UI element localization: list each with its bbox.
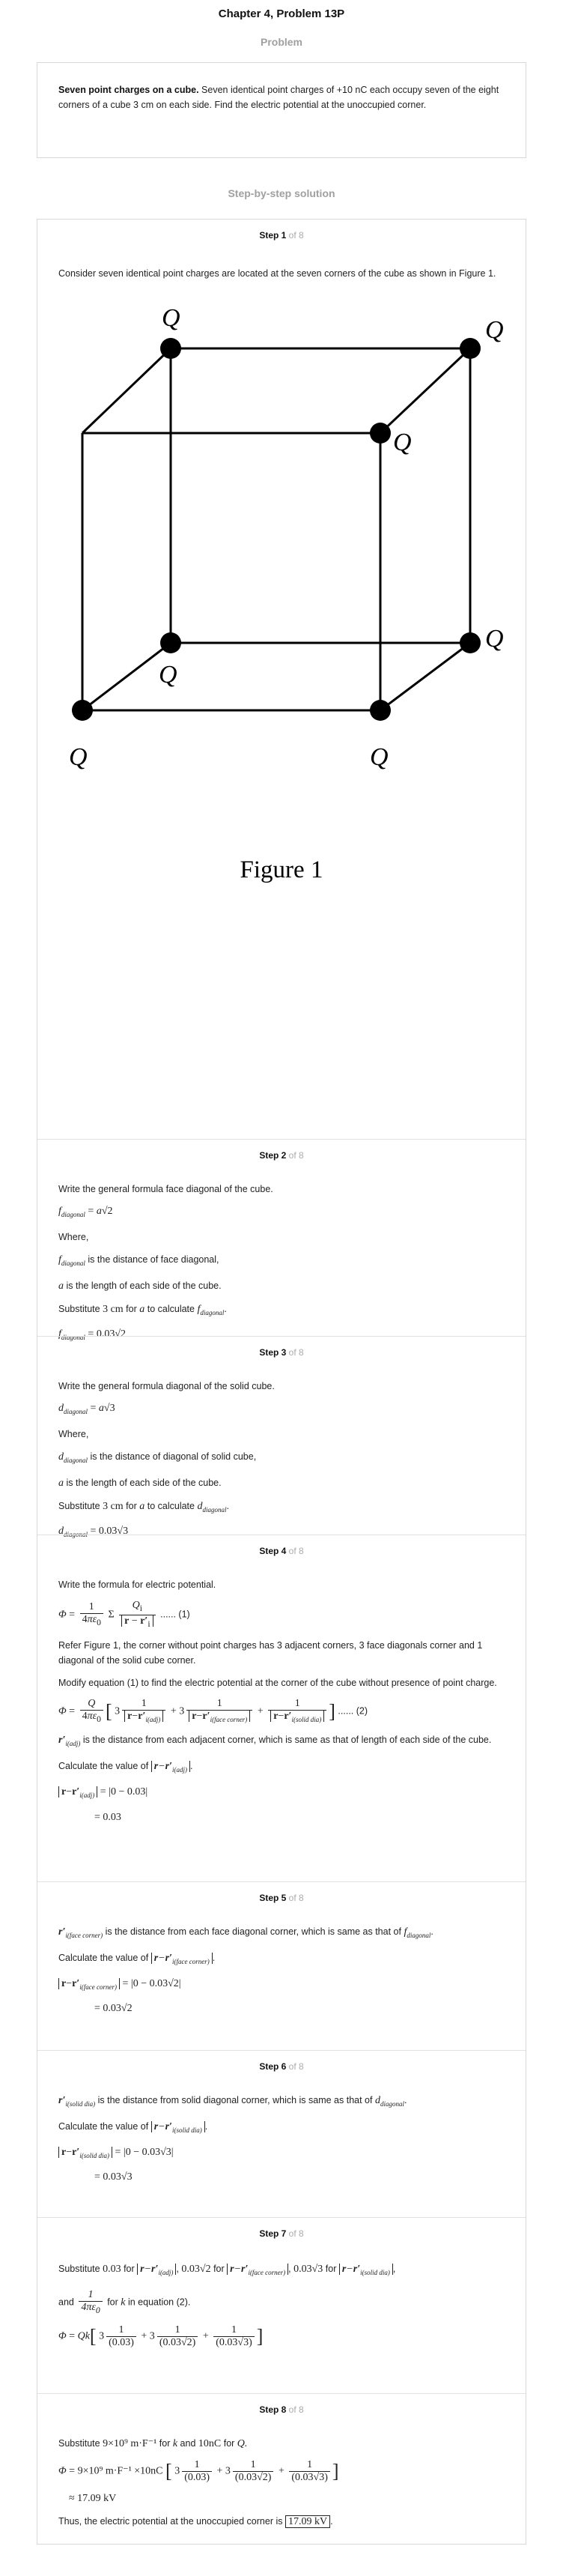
charge-label: Q bbox=[162, 304, 180, 332]
step-header: Step 4 of 8 bbox=[259, 1546, 304, 1556]
formula: $f_{diagonal} = a√2$ bbox=[58, 1206, 113, 1218]
charge-point bbox=[160, 632, 181, 653]
charge-point bbox=[460, 632, 481, 653]
step-header: Step 5 of 8 bbox=[259, 1893, 304, 1903]
step-header: Step 8 of 8 bbox=[259, 2404, 304, 2415]
page-title: Chapter 4, Problem 13P bbox=[218, 7, 345, 20]
charge-point bbox=[370, 423, 391, 444]
step-header: Step 6 of 8 bbox=[259, 2061, 304, 2072]
modified-formula: Φ = $\frac{Q}{4\pi\varepsilon_0}$ [ 3 $\frac{1}{r-r'_{i(adj)}}$ + 3 $\frac{1}{r-r'_{i(face corner)}}$ + $\frac{1}{r-r'_{i(solid dia)}}$ ] ...... (2) bbox=[58, 1697, 368, 1724]
step-header: Step 1 of 8 bbox=[259, 230, 304, 241]
charge-point bbox=[160, 338, 181, 359]
charge-label: Q bbox=[485, 625, 504, 653]
problem-card bbox=[37, 62, 526, 158]
charge-label: Q bbox=[393, 429, 412, 456]
final-answer: 17.09 kV bbox=[285, 2515, 330, 2528]
step-4: Step 4 of 8 Write the formula for electric potential. Φ = $\frac{1}{4\pi\varepsilon_0}$ Σ $\frac{Q_i}{r - r'_i}$ ...... (1) Refer Figure 1, the corner without point charges has 3 adjacent corners, 3 face diagonals corner and 1 diagonal of the solid cube corner. Modify equation (1) to find the electric potential at the corner of the cube without presence of point charge. Φ = $\frac{Q}{4\pi\varepsilon_0}$ [ 3 $\frac{1}{r-r'_{i(adj)}}$ + 3 $\frac{1}{r-r'_{i(face corner)}}$ + $\frac{1}{r-r'_{i(solid dia)}}$ ] ...... (2) $r'_{i(adj)}$ is the distance from each adjacent corner, which is same as that of length of each side of the cube. Calculate the value of $r-r'_{i(adj)}$ . $r-r'_{i(adj)} = |0 - 0.03|$ = 0.03 bbox=[37, 1535, 526, 1882]
charge-point bbox=[460, 338, 481, 359]
cube-figure bbox=[37, 294, 526, 909]
charge-label: Q bbox=[69, 743, 88, 771]
step-3: Step 3 of 8 Write the general formula diagonal of the solid cube. $d_{diagonal} = a√3$ Where, $d_{diagonal}$ is the distance of diagonal of solid cube, a is the length of each side of the cube. Substitute 3 cm for a to calculate $d_{diagonal}$. $d_{diagonal} = 0.03√3$ bbox=[37, 1336, 526, 1535]
charge-point bbox=[72, 700, 93, 721]
charge-label: Q bbox=[159, 661, 177, 689]
problem-lead: Seven point charges on a cube. bbox=[58, 85, 199, 95]
step-6: Step 6 of 8 $r'_{i(solid dia)}$ is the distance from solid diagonal corner, which is same as that of $d_{diagonal}$. Calculate the value of $r-r'_{i(solid dia)}$ . $r-r'_{i(solid dia)} = |0 - 0.03√3|$ = 0.03√3 bbox=[37, 2050, 526, 2218]
figure-caption: Figure 1 bbox=[240, 856, 323, 883]
step-1 bbox=[37, 220, 526, 1139]
cube-edges bbox=[82, 348, 470, 710]
solution-card bbox=[37, 219, 526, 2545]
result: $d_{diagonal} = 0.03√3$ bbox=[58, 1526, 129, 1539]
step-header: Step 7 of 8 bbox=[259, 2228, 304, 2239]
charge-label: Q bbox=[485, 316, 504, 344]
step-7: Step 7 of 8 Substitute 0.03 for $r-r'_{i(adj)}$ , 0.03√2 for $r-r'_{i(face corner)}$ , 0.03√3 for $r-r'_{i(solid dia)}$ , and $\frac{1}{4\pi\varepsilon_0}$ for k in equation (2). Φ = Qk[ 3 $\frac{1}{(0.03)}$ + 3 $\frac{1}{(0.03√2)}$ + $\frac{1}{(0.03√3)}$ ] bbox=[37, 2217, 526, 2394]
potential-formula: Φ = $\frac{1}{4\pi\varepsilon_0}$ Σ $\frac{Q_i}{r - r'_i}$ ...... (1) bbox=[58, 1600, 190, 1629]
charge-label: Q bbox=[370, 743, 389, 771]
charge-point bbox=[370, 700, 391, 721]
step-header: Step 2 of 8 bbox=[259, 1150, 304, 1161]
step-1-text: Consider seven identical point charges are located at the seven corners of the cube as shown in Figure 1. bbox=[58, 268, 496, 279]
result: $f_{diagonal} = 0.03√2$ bbox=[58, 1328, 126, 1342]
step-5: Step 5 of 8 $r'_{i(face corner)}$ is the distance from each face diagonal corner, which is same as that of $f_{diagonal}$. Calculate the value of $r-r'_{i(face corner)}$ . $r-r'_{i(face corner)} = |0 - 0.03√2|$ = 0.03√2 bbox=[37, 1881, 526, 2051]
problem-label: Problem bbox=[260, 36, 302, 48]
problem-text: Seven identical point charges of +10 nC each occupy seven of the eight corners of a cube 3 cm on each side. Find the electric potential at the unoccupied corner. bbox=[58, 85, 499, 110]
step-header: Step 3 of 8 bbox=[259, 1347, 304, 1358]
formula: $d_{diagonal} = a√3$ bbox=[58, 1403, 115, 1415]
step-8: Step 8 of 8 Substitute 9×10⁹ m·F⁻¹ for k and 10nC for Q. Φ = 9×10⁹ m·F⁻¹ ×10nC [ 3 $\frac{1}{(0.03)}$ + 3 $\frac{1}{(0.03√2)}$ + $\frac{1}{(0.03√3)}$ ] ≈ 17.09 kV Thus, the electric potential at the unoccupied corner is 17.09 kV . bbox=[37, 2393, 526, 2546]
solution-label: Step-by-step solution bbox=[228, 187, 335, 199]
step-2: Step 2 of 8 Write the general formula face diagonal of the cube. $f_{diagonal} = a√2$ Where, $f_{diagonal}$ is the distance of face diagonal, a is the length of each side of the cube. Substitute 3 cm for a to calculate $f_{diagonal}$. $f_{diagonal} = 0.03√2$ bbox=[37, 1139, 526, 1337]
